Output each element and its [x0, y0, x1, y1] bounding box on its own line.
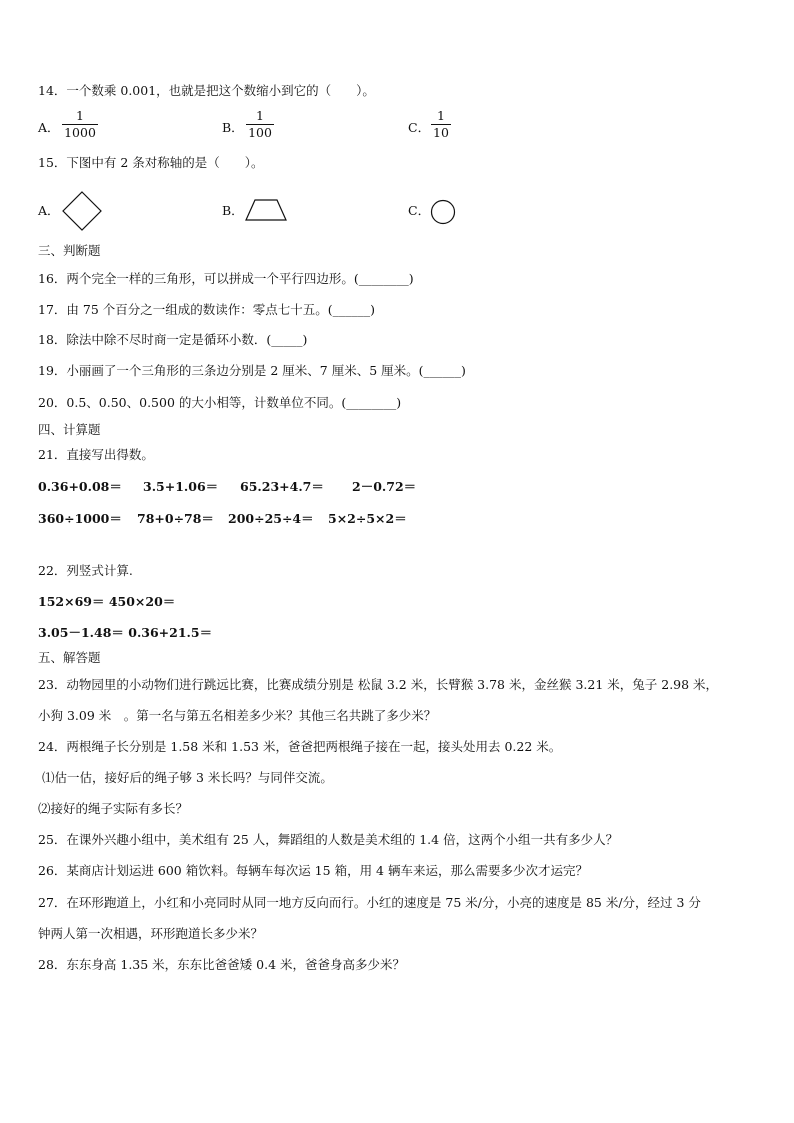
q14-option-b-fraction — [246, 108, 274, 141]
calc-item: 200÷25÷4＝ — [228, 511, 314, 526]
q14-option-c-fraction — [431, 108, 451, 141]
question-24-sub-1: ⑴估一估，接好后的绳子够 3 米长吗？与同伴交流。 — [42, 770, 333, 785]
question-24: 24．两根绳子长分别是 1.58 米和 1.53 米，爸爸把两根绳子接在一起，接头处用去 0.22 米。 — [38, 739, 562, 754]
calc-item: 65.23+4.7＝ — [240, 479, 324, 494]
q22-row-2: 3.05－1.48＝ 0.36+21.5＝ — [38, 625, 213, 640]
question-17: 17．由 75 个百分之一组成的数读作：零点七十五。(______) — [38, 302, 376, 317]
question-19: 19．小丽画了一个三角形的三条边分别是 2 厘米、7 厘米、5 厘米。(______) — [38, 363, 466, 378]
question-25: 25．在课外兴趣小组中，美术组有 25 人，舞蹈组的人数是美术组的 1.4 倍，这两个小组一共有多少人？ — [38, 832, 619, 847]
question-24-sub-2: ⑵接好的绳子实际有多长？ — [38, 801, 189, 816]
q15-option-b-label: B． — [222, 203, 244, 218]
question-27-line-1: 27．在环形跑道上，小红和小亮同时从同一地方反向而行。小红的速度是 75 米/分，小亮的速度是 85 米/分，经过 3 分 — [38, 895, 701, 910]
section-4-heading: 四、计算题 — [38, 422, 101, 437]
calc-item: 5×2÷5×2＝ — [328, 511, 407, 526]
circle-icon — [430, 199, 456, 225]
question-22: 22．列竖式计算. — [38, 563, 133, 578]
question-23-line-2: 小狗 3.09 米 。第一名与第五名相差多少米？其他三名共跳了多少米？ — [38, 708, 437, 723]
calc-item: 0.36+0.08＝ — [38, 479, 122, 494]
q14-option-c-label: C． — [408, 120, 431, 135]
question-16: 16．两个完全一样的三角形，可以拼成一个平行四边形。(________) — [38, 271, 414, 286]
question-23-line-1: 23．动物园里的小动物们进行跳远比赛，比赛成绩分别是 松鼠 3.2 米，长臂猴 3.78 米，金丝猴 3.21 米，兔子 2.98 米， — [38, 677, 719, 692]
q14-option-a-fraction — [62, 108, 98, 141]
q15-option-c-label: C． — [408, 203, 431, 218]
q14-b-denominator: 100 — [248, 125, 272, 140]
q14-option-a-label: A． — [38, 120, 60, 135]
question-15: 15．下图中有 2 条对称轴的是（ ）。 — [38, 155, 264, 170]
question-21: 21．直接写出得数。 — [38, 447, 154, 462]
calc-item: 78+0÷78＝ — [137, 511, 214, 526]
question-26: 26．某商店计划运进 600 箱饮料。每辆车每次运 15 箱，用 4 辆车来运，那么需要多少次才运完？ — [38, 863, 588, 878]
question-18: 18．除法中除不尽时商一定是循环小数．(_____) — [38, 332, 308, 347]
diamond-icon — [62, 191, 102, 231]
trapezoid-icon — [245, 199, 287, 221]
calc-item: 360÷1000＝ — [38, 511, 122, 526]
q15-option-a-label: A． — [38, 203, 60, 218]
section-3-heading: 三、判断题 — [38, 243, 101, 258]
q14-c-numerator: 1 — [437, 108, 445, 123]
q14-b-numerator: 1 — [256, 108, 264, 123]
question-14: 14．一个数乘 0.001，也就是把这个数缩小到它的（ ）。 — [38, 83, 375, 98]
q22-row-1: 152×69＝ 450×20＝ — [38, 594, 176, 609]
question-27-line-2: 钟两人第一次相遇，环形跑道长多少米？ — [38, 926, 264, 941]
section-5-heading: 五、解答题 — [38, 650, 101, 665]
q14-option-b-label: B． — [222, 120, 244, 135]
q14-a-denominator: 1000 — [64, 125, 96, 140]
q14-c-denominator: 10 — [433, 125, 449, 140]
calc-item: 2－0.72＝ — [352, 479, 417, 494]
question-20: 20．0.5、0.50、0.500 的大小相等，计数单位不同。(________) — [38, 395, 402, 410]
question-28: 28．东东身高 1.35 米，东东比爸爸矮 0.4 米，爸爸身高多少米？ — [38, 957, 406, 972]
calc-item: 3.5+1.06＝ — [143, 479, 219, 494]
q14-a-numerator: 1 — [76, 108, 84, 123]
